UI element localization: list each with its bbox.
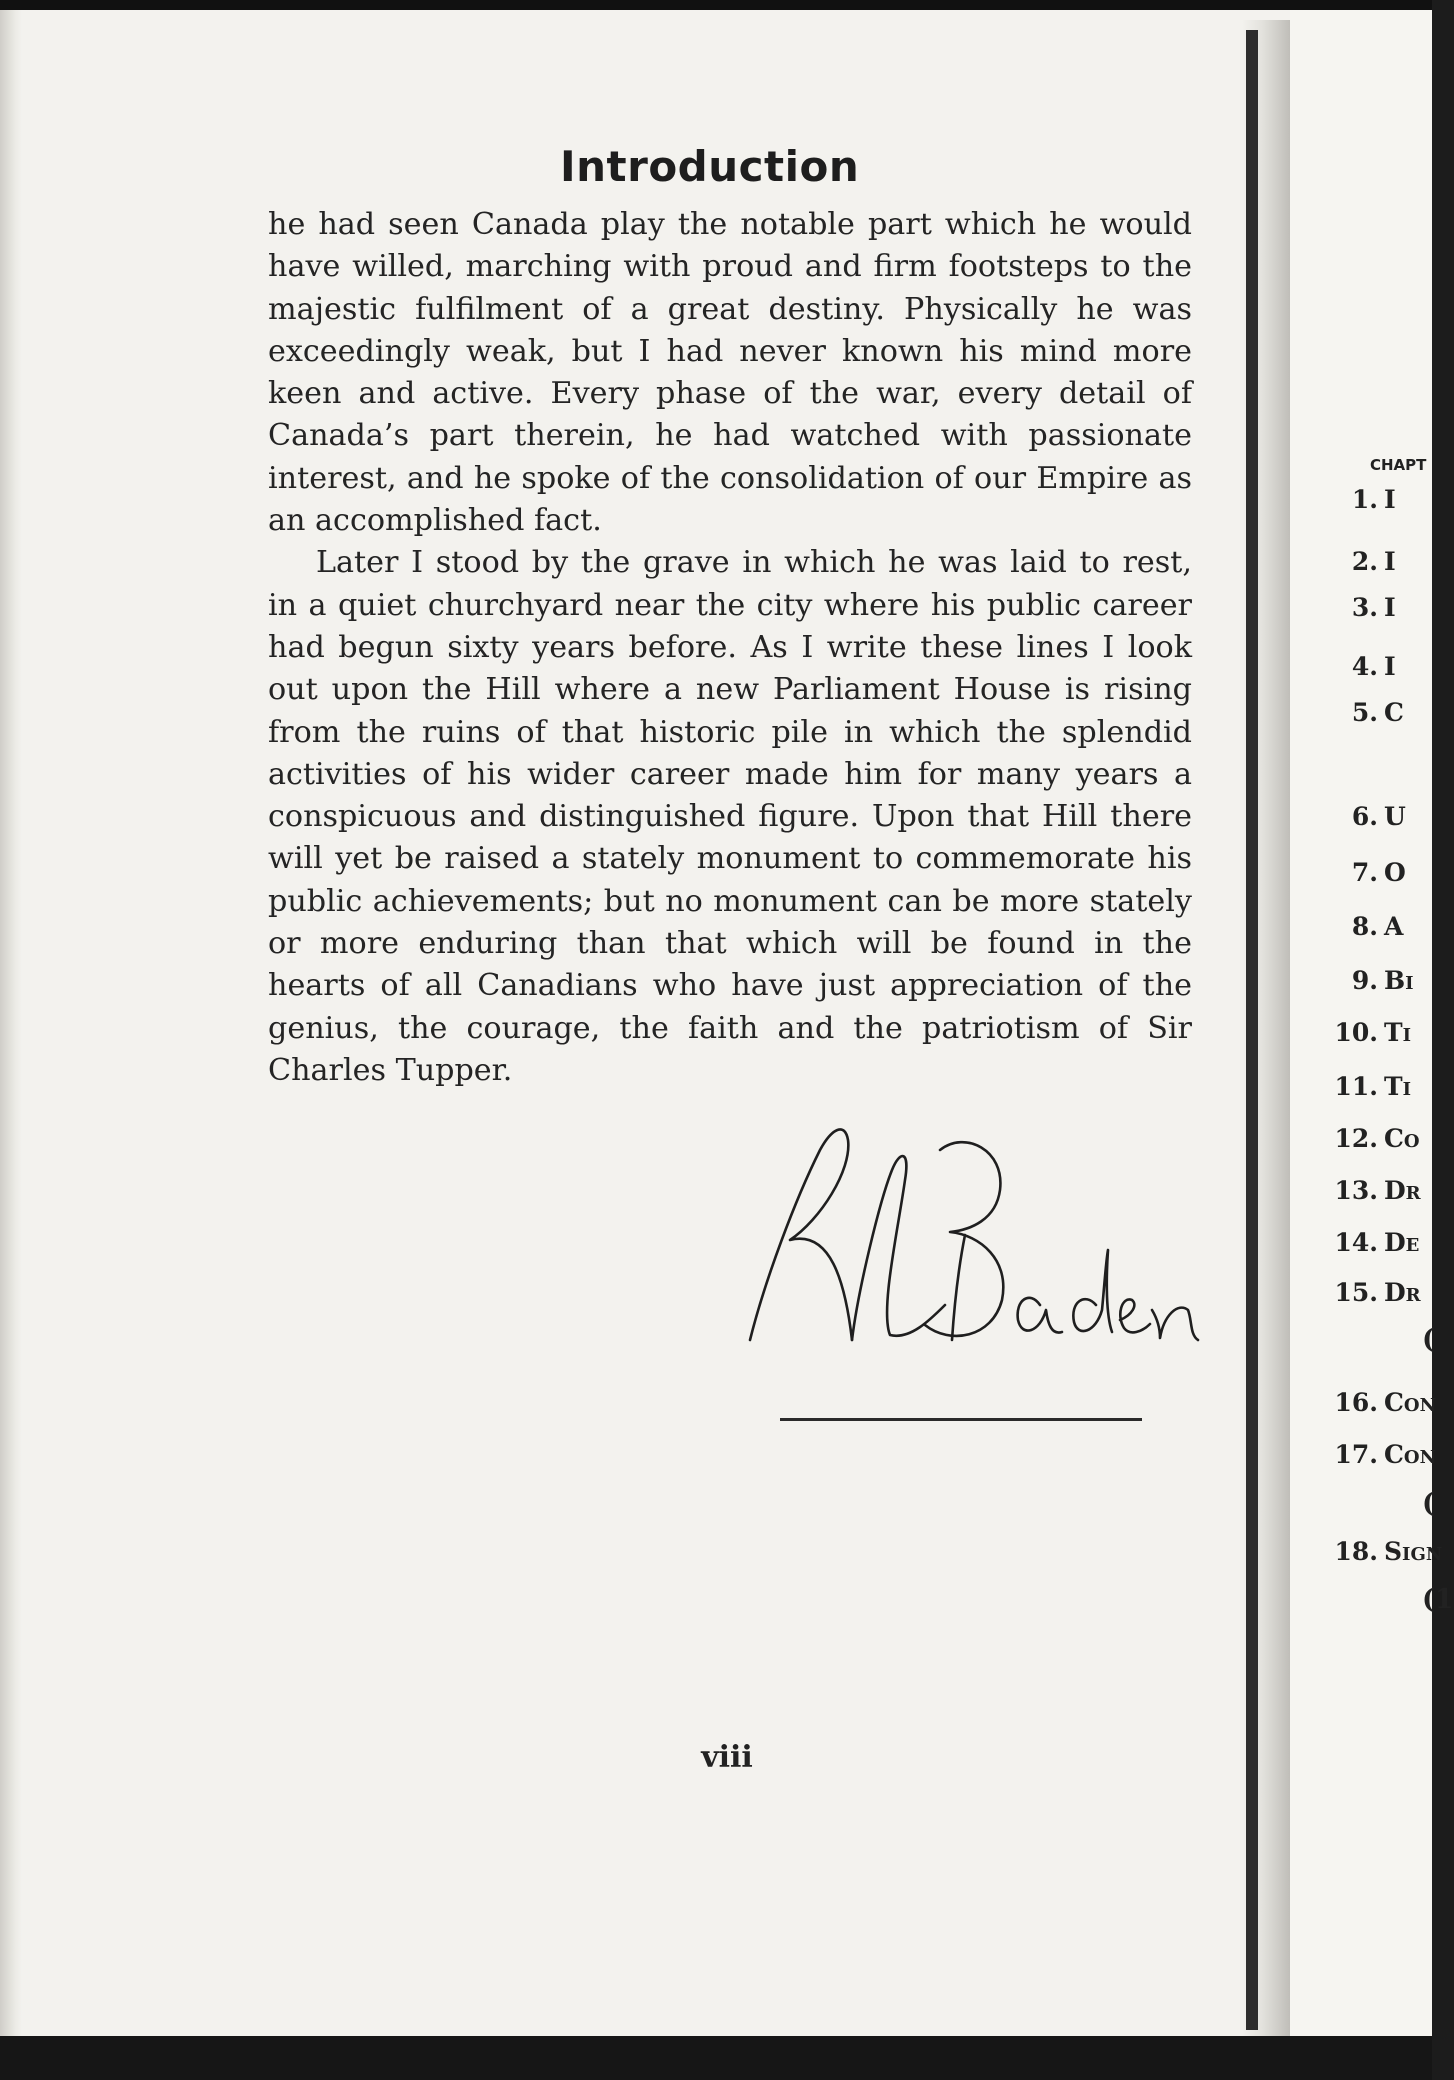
toc-item	[1290, 1176, 1432, 1216]
toc-item-title: Ti	[1384, 1072, 1412, 1101]
toc-item	[1290, 547, 1432, 587]
toc-item-title: I	[1384, 593, 1396, 622]
toc-item	[1290, 698, 1432, 738]
toc-item	[1290, 802, 1432, 842]
toc-item	[1290, 593, 1432, 633]
toc-item-number: 16.	[1334, 1388, 1378, 1417]
toc-item	[1290, 966, 1432, 1006]
toc-item	[1290, 1018, 1432, 1058]
toc-item-title: Sign	[1384, 1537, 1443, 1566]
toc-item-number: 14.	[1334, 1228, 1378, 1257]
toc-continuation: (	[1422, 1488, 1435, 1519]
toc-item-title: Ti	[1384, 1018, 1412, 1047]
toc-item-title: Dr	[1384, 1278, 1421, 1307]
toc-item-number: 10.	[1334, 1018, 1378, 1047]
toc-item-title: Bi	[1384, 966, 1414, 995]
toc-item-number: 13.	[1334, 1176, 1378, 1205]
handwritten-signature	[740, 1110, 1210, 1360]
toc-item-number: 9.	[1351, 966, 1378, 995]
paragraph: Later I stood by the grave in which he was laid to rest, in a quiet churchyard near the city where his public career had begun sixty years before. As I write these lines I look out upon the Hill where a new Parliament House is rising from the ruins of that historic pile in which the splendid activities of his wider career made him for many years a conspicuous and distinguished figure. Upon that Hill there will yet be raised a stately monument to commemorate his public achievements; but no monument can be more stately or more enduring than that which will be found in the hearts of all Canadians who have just appreciation of the genius, the courage, the faith and the patriotism of Sir Charles Tupper.	[268, 545, 1192, 1088]
toc-item-title: C	[1384, 698, 1404, 727]
toc-item-title: Co	[1384, 1124, 1420, 1153]
toc-item-title: I	[1384, 652, 1396, 681]
toc-item	[1290, 1072, 1432, 1112]
toc-item-number: 4.	[1351, 652, 1378, 681]
toc-item-number: 3.	[1351, 593, 1378, 622]
toc-item-number: 12.	[1334, 1124, 1378, 1153]
toc-item-title: I	[1384, 485, 1396, 514]
toc-header: CHAPT	[1370, 456, 1427, 474]
toc-item	[1290, 1124, 1432, 1164]
toc-item-number: 7.	[1351, 858, 1378, 887]
toc-item-title: Con	[1384, 1388, 1437, 1417]
toc-item	[1290, 485, 1432, 525]
toc-item-number: 18.	[1334, 1537, 1378, 1566]
toc-item-number: 2.	[1351, 547, 1378, 576]
book-spine-shadow	[1246, 30, 1258, 2030]
toc-item	[1290, 1228, 1432, 1268]
toc-item-title: I	[1384, 547, 1396, 576]
toc-item-number: 15.	[1334, 1278, 1378, 1307]
toc-item	[1290, 1537, 1443, 1577]
toc-item-title: Con	[1384, 1440, 1437, 1469]
toc-item-title: De	[1384, 1228, 1420, 1257]
toc-continuation: (1	[1422, 1584, 1454, 1615]
toc-item-title: O	[1384, 858, 1406, 887]
signature-rule	[780, 1418, 1142, 1421]
toc-list	[1290, 0, 1454, 2040]
toc-item-title: Dr	[1384, 1176, 1421, 1205]
toc-item	[1290, 652, 1432, 692]
page-number: viii	[701, 1740, 753, 1775]
toc-item	[1290, 1278, 1432, 1318]
toc-item	[1290, 912, 1432, 952]
toc-item-number: 11.	[1334, 1072, 1378, 1101]
toc-item-title: A	[1384, 912, 1404, 941]
toc-item-number: 5.	[1351, 698, 1378, 727]
toc-item-number: 17.	[1334, 1440, 1378, 1469]
toc-item-number: 8.	[1351, 912, 1378, 941]
toc-item	[1290, 1388, 1437, 1428]
paragraph: he had seen Canada play the notable part which he would have willed, marching with proud and firm footsteps to the majestic fulfilment of a great destiny. Physically he was exceedingly weak, but I had never known his mind more keen and active. Every phase of the war, every detail of Canada’s part therein, he had watched with passionate interest, and he spoke of the consolidation of our Empire as an accomplished fact.	[268, 207, 1192, 539]
toc-item-number: 6.	[1351, 802, 1378, 831]
running-head: Introduction	[560, 142, 860, 191]
toc-continuation: (	[1422, 1324, 1435, 1355]
toc-item	[1290, 1440, 1437, 1480]
toc-item	[1290, 858, 1432, 898]
introduction-body	[268, 204, 1192, 1092]
toc-item-title: U	[1384, 802, 1406, 831]
page-edge	[0, 10, 22, 2040]
toc-item-number: 1.	[1351, 485, 1378, 514]
scan-bottom-border	[0, 2036, 1432, 2080]
